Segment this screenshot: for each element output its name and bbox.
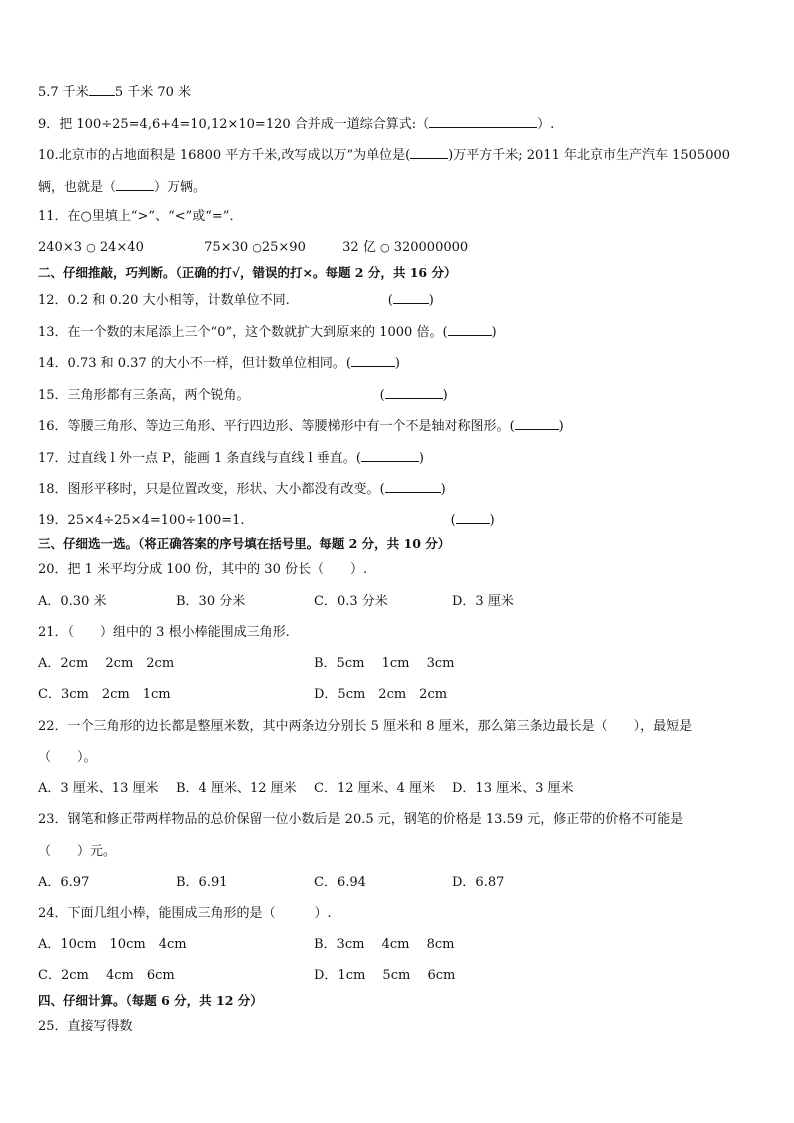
question-number: 9． — [38, 117, 60, 132]
section-heading-2: 二、仔细推敲，巧判断。（正确的打√，错误的打×。每题 2 分，共 16 分） — [38, 265, 457, 280]
question-number: 14． — [38, 356, 68, 371]
question-text: 下面几组小棒，能围成三角形的是（ ）. — [67, 906, 332, 921]
question-23-line1 — [38, 811, 683, 829]
question-text: 0.73 和 0.37 的大小不一样，但计数单位相同。 — [67, 356, 346, 371]
question-23-line2: （ ）元。 — [38, 844, 117, 859]
question-number: 17． — [38, 451, 68, 466]
answer-blank[interactable] — [385, 479, 441, 493]
option-b[interactable]: B．30 分米 — [176, 594, 246, 609]
answer-blank[interactable] — [410, 145, 448, 159]
question-10-line2 — [38, 177, 206, 197]
compare-right: 24×40 — [99, 240, 144, 255]
question-number: 23． — [38, 812, 68, 827]
question-11-items — [38, 239, 468, 257]
question-number: 13． — [38, 325, 68, 340]
option-a[interactable]: A．0.30 米 — [38, 594, 107, 609]
answer-blank[interactable] — [393, 290, 429, 304]
paren-open: ( — [355, 451, 361, 466]
option-b[interactable]: B．6.91 — [176, 875, 228, 890]
question-number: 22． — [38, 719, 68, 734]
paren-close: ) — [442, 388, 448, 403]
question-text: ）万辆。 — [154, 180, 207, 195]
paren-close: ) — [491, 325, 497, 340]
circle-blank[interactable]: ○ — [252, 241, 262, 254]
question-number: 12． — [38, 293, 68, 308]
question-18 — [38, 479, 446, 499]
question-number: 25． — [38, 1019, 68, 1034]
compare-left: 240×3 — [38, 240, 82, 255]
question-text: 北京市的占地面积是 16800 平方千米,改写成以万”为单位是( — [58, 148, 411, 163]
question-number: 11． — [38, 209, 68, 224]
question-text: 直接写得数 — [67, 1019, 133, 1034]
section-heading-3: 三、仔细选一选。（将正确答案的序号填在括号里。每题 2 分，共 10 分） — [38, 536, 451, 551]
option-a[interactable]: A．6.97 — [38, 875, 90, 890]
answer-blank[interactable] — [361, 448, 419, 462]
question-number: 16． — [38, 419, 68, 434]
compare-item — [204, 240, 306, 255]
question-text: 把 1 米平均分成 100 份，其中的 30 份长（ ）. — [67, 562, 368, 577]
question-17 — [38, 448, 424, 468]
question-13 — [38, 322, 497, 342]
question-21 — [38, 624, 290, 642]
circle-blank[interactable]: ○ — [379, 241, 390, 254]
section-heading-4: 四、仔细计算。（每题 6 分，共 12 分） — [38, 993, 263, 1008]
question-number: 19． — [38, 513, 68, 528]
paren-close: ) — [558, 419, 564, 434]
question-22-line1 — [38, 718, 692, 736]
question-number: 20． — [38, 562, 68, 577]
question-text: 在一个数的末尾添上三个“0”，这个数就扩大到原来的 1000 倍。 — [67, 325, 443, 340]
question-19 — [38, 510, 495, 530]
question-25 — [38, 1018, 133, 1036]
question-number: 21． — [38, 625, 68, 640]
compare-left: 75×30 — [204, 240, 249, 255]
answer-blank[interactable] — [89, 82, 115, 96]
option-c[interactable]: C．2cm 4cm 6cm — [38, 968, 175, 983]
question-text: 辆，也就是（ — [38, 180, 117, 195]
question-text: 把 100÷25=4,6+4=10,12×10=120 合并成一道综合算式:（ — [59, 117, 430, 132]
compare-item — [342, 240, 468, 255]
answer-blank[interactable] — [429, 114, 537, 128]
option-a[interactable]: A．10cm 10cm 4cm — [38, 937, 187, 952]
answer-blank[interactable] — [385, 385, 443, 399]
option-c[interactable]: C．0.3 分米 — [314, 594, 388, 609]
paren-close: ) — [440, 482, 446, 497]
question-9 — [38, 114, 554, 134]
compare-right: 25×90 — [261, 240, 306, 255]
option-d[interactable]: D．3 厘米 — [452, 594, 514, 609]
question-number: 18． — [38, 482, 68, 497]
question-12 — [38, 290, 434, 310]
option-d[interactable]: D．1cm 5cm 6cm — [314, 968, 456, 983]
question-text: 钢笔和修正带两样物品的总价保留一位小数后是 20.5 元，钢笔的价格是 13.59 元，修正带的价格不可能是 — [67, 812, 684, 827]
paren-close: ) — [394, 356, 400, 371]
compare-right: 320000000 — [393, 240, 469, 255]
question-16 — [38, 416, 564, 436]
paren-open: ( — [450, 513, 456, 528]
answer-blank[interactable] — [116, 177, 154, 191]
compare-item — [38, 240, 144, 255]
option-a[interactable]: A．3 厘米、13 厘米 — [38, 781, 159, 796]
paren-open: ( — [509, 419, 515, 434]
question-text: 过直线 l 外一点 P，能画 1 条直线与直线 l 垂直。 — [67, 451, 356, 466]
paren-open: ( — [345, 356, 351, 371]
answer-blank[interactable] — [515, 416, 559, 430]
question-22-line2: （ ）。 — [38, 750, 97, 765]
question-text: 等腰三角形、等边三角形、平行四边形、等腰梯形中有一个不是轴对称图形。 — [67, 419, 510, 434]
question-fragment — [38, 82, 191, 102]
question-text: )万平方千米; 2011 年北京市生产汽车 1505000 — [448, 148, 731, 163]
option-c[interactable]: C．6.94 — [314, 875, 366, 890]
compare-left: 32 亿 — [342, 240, 376, 255]
question-text: 0.2 和 0.20 大小相等，计数单位不同. — [67, 293, 290, 308]
paren-open: ( — [442, 325, 448, 340]
question-text: 在○里填上“>”、“<”或“=”． — [67, 209, 243, 224]
question-text: 一个三角形的边长都是整厘米数，其中两条边分别长 5 厘米和 8 厘米，那么第三条边最长是（ ），最短是 — [67, 719, 693, 734]
paren-close: ) — [418, 451, 424, 466]
option-c[interactable]: C．12 厘米、4 厘米 — [314, 781, 436, 796]
question-number: 15． — [38, 388, 68, 403]
compare-right: 5 千米 70 米 — [114, 85, 192, 100]
paren-open: ( — [379, 388, 385, 403]
question-text-end: ）. — [537, 117, 555, 132]
question-10-line1 — [38, 145, 730, 165]
option-d[interactable]: D．13 厘米、3 厘米 — [452, 781, 574, 796]
answer-blank[interactable] — [456, 510, 490, 524]
paren-close: ) — [489, 513, 495, 528]
question-text: （ ）组中的 3 根小棒能围成三角形. — [67, 625, 290, 640]
option-b[interactable]: B．4 厘米、12 厘米 — [176, 781, 297, 796]
paren-close: ) — [428, 293, 434, 308]
option-b[interactable]: B．3cm 4cm 8cm — [314, 937, 455, 952]
paren-open: ( — [379, 482, 385, 497]
question-20 — [38, 561, 367, 579]
compare-left: 5.7 千米 — [38, 85, 89, 100]
answer-blank[interactable] — [448, 322, 492, 336]
paren-open: ( — [387, 293, 393, 308]
option-d[interactable]: D．5cm 2cm 2cm — [314, 687, 448, 702]
option-b[interactable]: B．5cm 1cm 3cm — [314, 656, 455, 671]
question-11 — [38, 208, 242, 226]
option-a[interactable]: A．2cm 2cm 2cm — [38, 656, 175, 671]
question-15 — [38, 385, 448, 405]
question-text: 25×4÷25×4=100÷100=1. — [67, 513, 245, 528]
question-24 — [38, 905, 332, 923]
option-d[interactable]: D．6.87 — [452, 875, 505, 890]
circle-blank[interactable]: ○ — [86, 241, 96, 254]
question-number: 10. — [38, 148, 59, 163]
answer-blank[interactable] — [351, 353, 395, 367]
question-number: 24． — [38, 906, 68, 921]
question-text: 三角形都有三条高，两个锐角。 — [67, 388, 250, 403]
question-text: 图形平移时，只是位置改变，形状、大小都没有改变。 — [67, 482, 380, 497]
option-c[interactable]: C．3cm 2cm 1cm — [38, 687, 171, 702]
question-14 — [38, 353, 400, 373]
